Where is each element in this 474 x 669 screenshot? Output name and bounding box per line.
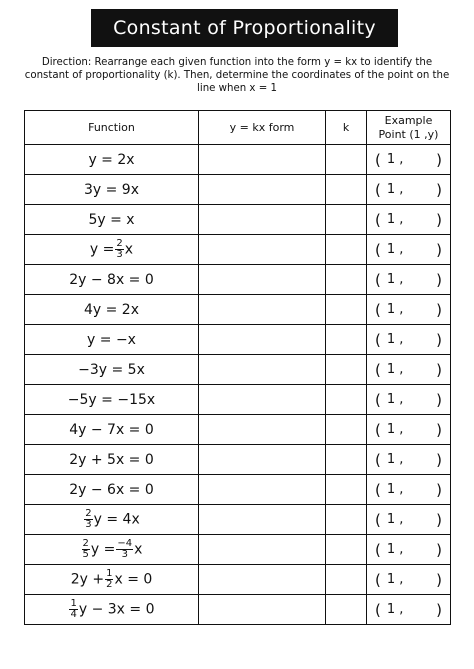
answer-k-cell[interactable] — [326, 295, 367, 325]
answer-form-cell[interactable] — [199, 415, 326, 445]
answer-k-cell[interactable] — [326, 355, 367, 385]
point-x-value: 1 , — [386, 152, 404, 167]
header-point-line1: Example — [384, 113, 433, 127]
point-cell[interactable] — [367, 235, 451, 265]
fraction — [105, 569, 113, 590]
function-text: 2y − 8x = 0 — [69, 271, 154, 288]
function-cell — [25, 325, 199, 355]
answer-form-cell[interactable] — [199, 505, 326, 535]
point-open-paren: ( — [375, 600, 381, 619]
table-row — [25, 505, 451, 535]
fraction-numerator: 2 — [116, 238, 123, 249]
fraction-numerator: 1 — [70, 598, 77, 609]
function-text: x = 0 — [114, 571, 153, 588]
table-row — [25, 205, 451, 235]
point-x-value: 1 , — [386, 362, 404, 377]
point-cell[interactable] — [367, 505, 451, 535]
answer-k-cell[interactable] — [326, 235, 367, 265]
direction-text: Direction: Rearrange each given function into the form y = kx to identify the constant of proportionality (k). Then, determine the coordinates of the point on the line when x = 1 — [24, 57, 450, 94]
function-text: y = 4x — [93, 511, 140, 528]
point-template — [367, 541, 450, 559]
answer-form-cell[interactable] — [199, 235, 326, 265]
table-row — [25, 175, 451, 205]
point-x-value: 1 , — [386, 182, 404, 197]
point-template — [367, 181, 450, 199]
point-open-paren: ( — [375, 240, 381, 259]
point-x-value: 1 , — [386, 392, 404, 407]
function-text: y = 2x — [88, 151, 135, 168]
point-template — [367, 301, 450, 319]
function-text: x — [134, 541, 143, 558]
point-template — [367, 481, 450, 499]
header-form: y = kx form — [199, 111, 326, 145]
answer-k-cell[interactable] — [326, 175, 367, 205]
point-cell[interactable] — [367, 175, 451, 205]
point-open-paren: ( — [375, 330, 381, 349]
function-text: y − 3x = 0 — [78, 601, 155, 618]
answer-form-cell[interactable] — [199, 145, 326, 175]
point-cell[interactable] — [367, 445, 451, 475]
point-x-value: 1 , — [386, 242, 404, 257]
fraction-denominator: 3 — [85, 519, 92, 530]
function-text: −3y = 5x — [78, 361, 145, 378]
point-open-paren: ( — [375, 390, 381, 409]
table-row — [25, 565, 451, 595]
point-close-paren: ) — [436, 270, 442, 289]
answer-k-cell[interactable] — [326, 505, 367, 535]
fraction — [82, 539, 90, 560]
answer-form-cell[interactable] — [199, 445, 326, 475]
header-k: k — [326, 111, 367, 145]
page-title: Constant of Proportionality — [91, 9, 398, 47]
table-row — [25, 265, 451, 295]
point-open-paren: ( — [375, 150, 381, 169]
answer-k-cell[interactable] — [326, 325, 367, 355]
worksheet-table — [24, 110, 451, 625]
point-open-paren: ( — [375, 180, 381, 199]
function-cell — [25, 145, 199, 175]
function-text: −5y = −15x — [67, 391, 156, 408]
table-row — [25, 145, 451, 175]
point-x-value: 1 , — [386, 302, 404, 317]
point-open-paren: ( — [375, 210, 381, 229]
table-row — [25, 475, 451, 505]
function-text: y = — [90, 541, 116, 558]
point-open-paren: ( — [375, 450, 381, 469]
point-template — [367, 241, 450, 259]
answer-k-cell[interactable] — [326, 145, 367, 175]
fraction-numerator: 2 — [82, 538, 89, 549]
fraction-numerator: 2 — [85, 508, 92, 519]
point-close-paren: ) — [436, 300, 442, 319]
point-template — [367, 511, 450, 529]
header-function: Function — [25, 111, 199, 145]
fraction-denominator: 4 — [70, 609, 77, 620]
function-text: 2y + 5x = 0 — [69, 451, 154, 468]
table-row — [25, 325, 451, 355]
point-template — [367, 211, 450, 229]
answer-k-cell[interactable] — [326, 535, 367, 565]
point-template — [367, 331, 450, 349]
point-close-paren: ) — [436, 600, 442, 619]
point-close-paren: ) — [436, 480, 442, 499]
point-x-value: 1 , — [386, 572, 404, 587]
point-close-paren: ) — [436, 180, 442, 199]
point-template — [367, 391, 450, 409]
point-cell[interactable] — [367, 265, 451, 295]
point-x-value: 1 , — [386, 452, 404, 467]
answer-k-cell[interactable] — [326, 265, 367, 295]
answer-form-cell[interactable] — [199, 175, 326, 205]
function-cell — [25, 235, 199, 265]
point-cell[interactable] — [367, 325, 451, 355]
point-close-paren: ) — [436, 450, 442, 469]
answer-k-cell[interactable] — [326, 385, 367, 415]
point-close-paren: ) — [436, 510, 442, 529]
point-cell[interactable] — [367, 295, 451, 325]
point-template — [367, 601, 450, 619]
function-cell — [25, 595, 199, 625]
function-cell — [25, 175, 199, 205]
point-x-value: 1 , — [386, 332, 404, 347]
point-close-paren: ) — [436, 330, 442, 349]
point-cell[interactable] — [367, 145, 451, 175]
point-open-paren: ( — [375, 270, 381, 289]
answer-k-cell[interactable] — [326, 415, 367, 445]
point-close-paren: ) — [436, 390, 442, 409]
answer-form-cell[interactable] — [199, 565, 326, 595]
answer-form-cell[interactable] — [199, 265, 326, 295]
point-template — [367, 151, 450, 169]
point-close-paren: ) — [436, 360, 442, 379]
function-text: 3y = 9x — [83, 181, 139, 198]
point-open-paren: ( — [375, 300, 381, 319]
point-template — [367, 271, 450, 289]
answer-form-cell[interactable] — [199, 475, 326, 505]
answer-k-cell[interactable] — [326, 565, 367, 595]
function-text: 4y = 2x — [83, 301, 139, 318]
answer-form-cell[interactable] — [199, 595, 326, 625]
point-x-value: 1 , — [386, 272, 404, 287]
point-cell[interactable] — [367, 205, 451, 235]
table-header-row — [25, 111, 451, 145]
point-template — [367, 421, 450, 439]
function-text: 5y = x — [88, 211, 135, 228]
point-close-paren: ) — [436, 540, 442, 559]
point-close-paren: ) — [436, 240, 442, 259]
function-cell — [25, 295, 199, 325]
function-cell — [25, 475, 199, 505]
function-cell — [25, 505, 199, 535]
fraction-numerator: −4 — [117, 538, 133, 549]
fraction-denominator: 5 — [82, 549, 89, 560]
function-text: 2y − 6x = 0 — [69, 481, 154, 498]
table-row — [25, 355, 451, 385]
point-open-paren: ( — [375, 570, 381, 589]
point-cell[interactable] — [367, 535, 451, 565]
fraction-denominator: 3 — [121, 549, 128, 560]
answer-k-cell[interactable] — [326, 205, 367, 235]
point-x-value: 1 , — [386, 542, 404, 557]
answer-form-cell[interactable] — [199, 355, 326, 385]
table-row — [25, 535, 451, 565]
table-row — [25, 415, 451, 445]
function-text: 4y − 7x = 0 — [69, 421, 154, 438]
function-cell — [25, 265, 199, 295]
point-cell[interactable] — [367, 355, 451, 385]
point-x-value: 1 , — [386, 422, 404, 437]
function-cell — [25, 415, 199, 445]
point-open-paren: ( — [375, 510, 381, 529]
point-template — [367, 451, 450, 469]
fraction — [116, 539, 133, 560]
table-row — [25, 385, 451, 415]
point-template — [367, 361, 450, 379]
point-cell[interactable] — [367, 565, 451, 595]
header-point — [367, 111, 451, 145]
answer-form-cell[interactable] — [199, 295, 326, 325]
answer-k-cell[interactable] — [326, 445, 367, 475]
point-close-paren: ) — [436, 150, 442, 169]
table-row — [25, 295, 451, 325]
function-text: y = — [89, 241, 115, 258]
function-cell — [25, 565, 199, 595]
point-x-value: 1 , — [386, 512, 404, 527]
point-cell[interactable] — [367, 595, 451, 625]
answer-form-cell[interactable] — [199, 385, 326, 415]
fraction-denominator: 3 — [116, 249, 123, 260]
fraction — [69, 599, 77, 620]
answer-k-cell[interactable] — [326, 595, 367, 625]
point-x-value: 1 , — [386, 212, 404, 227]
function-cell — [25, 355, 199, 385]
fraction-numerator: 1 — [106, 568, 113, 579]
point-x-value: 1 , — [386, 482, 404, 497]
point-cell[interactable] — [367, 415, 451, 445]
table-row — [25, 595, 451, 625]
fraction — [115, 239, 123, 260]
fraction — [84, 509, 92, 530]
table-row — [25, 235, 451, 265]
function-cell — [25, 385, 199, 415]
point-template — [367, 571, 450, 589]
fraction-denominator: 2 — [106, 579, 113, 590]
point-cell[interactable] — [367, 385, 451, 415]
answer-form-cell[interactable] — [199, 205, 326, 235]
point-open-paren: ( — [375, 480, 381, 499]
answer-k-cell[interactable] — [326, 475, 367, 505]
table-row — [25, 445, 451, 475]
point-close-paren: ) — [436, 210, 442, 229]
point-x-value: 1 , — [386, 602, 404, 617]
point-open-paren: ( — [375, 360, 381, 379]
function-text: 2y + — [70, 571, 105, 588]
point-open-paren: ( — [375, 420, 381, 439]
header-point-line2: Point (1 ,y) — [378, 127, 439, 141]
function-text: x — [124, 241, 134, 258]
point-close-paren: ) — [436, 570, 442, 589]
point-open-paren: ( — [375, 540, 381, 559]
point-cell[interactable] — [367, 475, 451, 505]
function-cell — [25, 205, 199, 235]
function-cell — [25, 445, 199, 475]
function-text: y = −x — [87, 331, 136, 348]
point-close-paren: ) — [436, 420, 442, 439]
function-cell — [25, 535, 199, 565]
answer-form-cell[interactable] — [199, 535, 326, 565]
answer-form-cell[interactable] — [199, 325, 326, 355]
